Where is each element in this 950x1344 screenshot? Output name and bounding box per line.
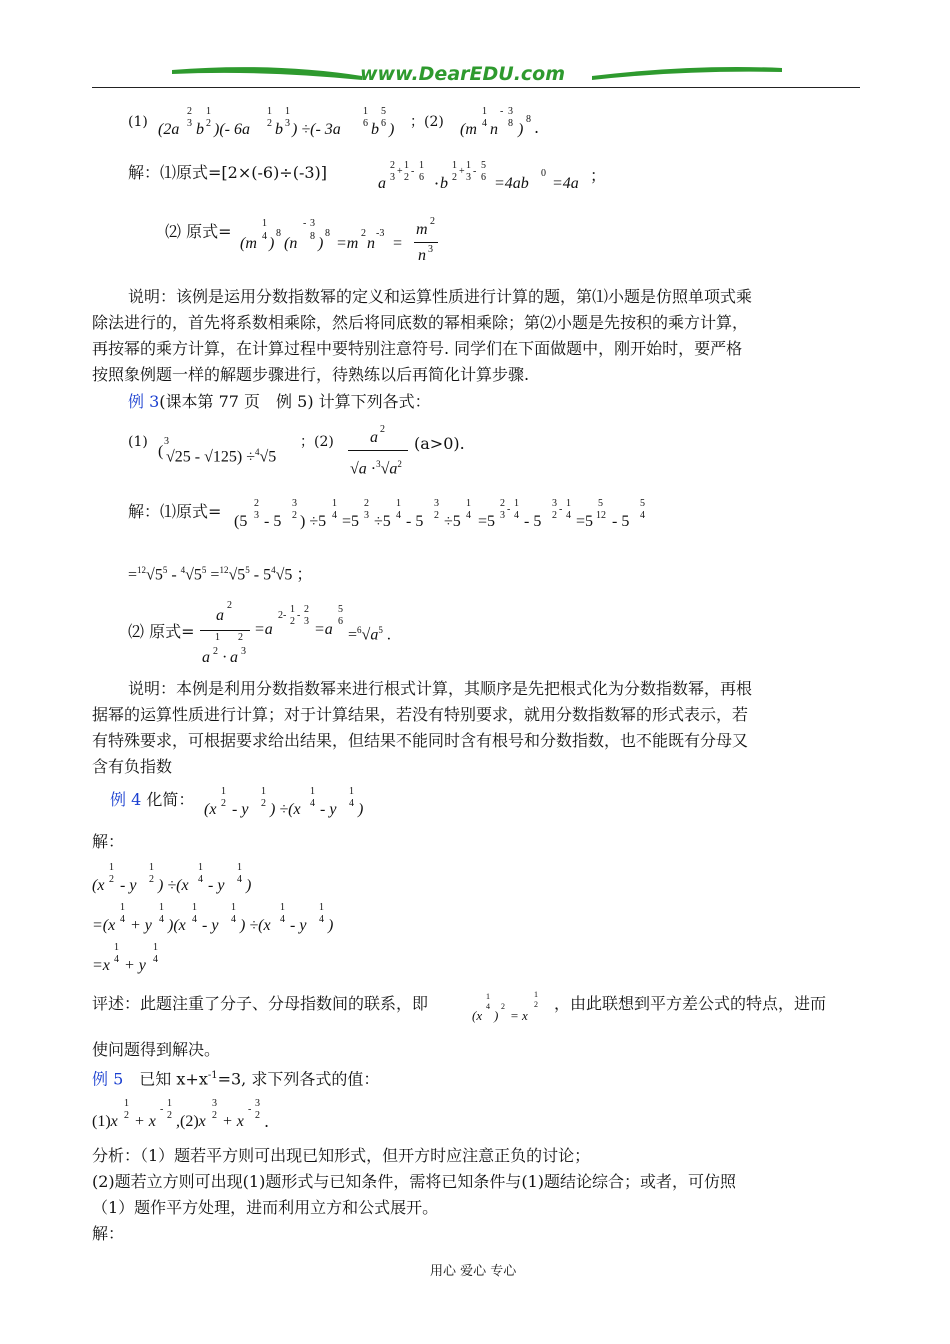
ex5-title: 已知 x+x: [139, 1069, 208, 1089]
ex5-title-end: =3, 求下列各式的值：: [217, 1069, 380, 1089]
ex5-solve-label: 解：: [92, 1224, 125, 1243]
ex3-title: (课本第 77 页 例 5) 计算下列各式：: [159, 392, 431, 411]
ex3-solve2-expr: a 2 1 2 a 2 · a 3 =a 2- 1 2 - 2 3 =a 5 6 $=^6√a^5$ .: [202, 600, 391, 666]
ex4-expr: (x 1 2 - y 1 2 ) ÷(x 1 4 - y 1 4 ): [204, 786, 364, 818]
ex5-label: 例 5: [92, 1069, 124, 1089]
ex3-condition: (a>0).: [414, 434, 465, 453]
ex3-heading: [128, 392, 431, 412]
ex3-solve1-label: 解：⑴原式=: [128, 502, 222, 521]
ex3-expr2: a 2 $√a \cdot^3√a^2$: [344, 424, 414, 476]
note-1-continuation: 除法进行的，首先将系数相乘除，然后将同底数的幂相乘除；第⑵小题是先按积的乘方计算， 再按幂的乘方计算，在计算过程中要特别注意符号. 同学们在下面做题中，刚开始时，要严格 按照象例题一样的解题步骤进行，待熟练以后再简化计算步骤.: [92, 313, 749, 384]
ex3-solve1-line2: $=^{12}√5^5 - ^4√5^5 =^{12}√5^5 - 5^4√5$ ；: [128, 565, 313, 584]
ex3-part2-label: ；(2): [300, 434, 334, 450]
note-2-continuation: 据幂的运算性质进行计算；对于计算结果，若没有特别要求，就用分数指数幂的形式表示，若 有特殊要求，可根据要求给出结果，但结果不能同时含有根号和分数指数，也不能既有分母又 含有负指数: [92, 705, 749, 776]
ex3-label: 例 3: [128, 392, 160, 411]
ex4-step2: =(x 1 4 + y 1 4 )(x 1 4 - y 1 4 ) ÷(x 1 4 - y 1 4 ): [92, 902, 334, 934]
ex3-solve1-expr: (5 2 3 - 5 3 2 ) ÷5 1 4 =5 2 3 ÷5 1 4 - 5 3 2 ÷5 1 4 =5 2 3 - 1 4 - 5 3 2 - 1 4 =5 5 12 - 5 5 4: [234, 498, 645, 530]
ex2-solve2-expr: (m 1 4 ) 8 (n - 3 8 ) 8 =m 2 n -3 = m 2 n 3: [240, 214, 460, 274]
ex4-heading: [110, 790, 194, 810]
ex5-analysis-3: （1）题作平方处理，进而利用立方和公式展开。: [92, 1198, 439, 1217]
ex3-part1-label: (1): [128, 434, 148, 450]
ex4-step1: (x 1 2 - y 1 2 ) ÷(x 1 4 - y 1 4 ): [92, 862, 252, 894]
ex5-expr: (1)x 1 2 + x - 1 2 ,(2)x 3 2 + x - 3 2 .: [92, 1098, 270, 1131]
ex5-heading: [92, 1066, 379, 1089]
ex2-part1-label: (1): [128, 114, 148, 130]
ex3-expr1: ( 3 √25 - √125) ÷$^4$√5: [158, 436, 277, 466]
comment-inline-expr: (x 1 4 ) 2 = x 1 2: [472, 990, 538, 1023]
comment-line1-a: 评述：此题注重了分子、分母指数间的联系，即: [92, 994, 429, 1013]
comment-line1-b: ，由此联想到平方差公式的特点，进而: [554, 994, 827, 1013]
note-1: 说明：该例是运用分数指数幂的定义和运算性质进行计算的题，第⑴小题是仿照单项式乘: [128, 287, 753, 306]
header-rule: [92, 87, 860, 88]
ex2-expr1: (2a 2 3 b 1 2 )(- 6a 1 2 b 1 3 ) ÷(- 3a 1 6 b 5 6 ): [158, 106, 395, 138]
ex2-part2-label: ；(2): [410, 114, 444, 130]
ex2-solve1-expr: a 2 3 + 1 2 - 1 6 · b 1 2 + 1 3 - 5 6 =4ab 0 =4a ；: [378, 160, 607, 193]
ex2-expr2: (m 1 4 n - 3 8 ) 8 .: [460, 106, 540, 138]
ex5-analysis-1: 分析：（1）题若平方则可出现已知形式，但开方时应注意正负的讨论；: [92, 1146, 591, 1165]
ex4-label: 例 4: [110, 790, 142, 809]
ex4-step3: =x 1 4 + y 1 4: [92, 942, 158, 974]
comment-line2: 使问题得到解决。: [92, 1040, 221, 1059]
note-2: 说明：本例是利用分数指数幂来进行根式计算，其顺序是先把根式化为分数指数幂，再根: [128, 679, 753, 698]
ex2-solve1-label: 解：⑴原式=[2×(-6)÷(-3)]: [128, 163, 328, 182]
footer-text: 用心 爱心 专心: [430, 1264, 517, 1279]
ex3-solve2-label: ⑵ 原式=: [128, 622, 195, 641]
ex5-analysis-2: (2)题若立方则可出现(1)题形式与已知条件，需将已知条件与(1)题结论综合；或者，可仿照: [92, 1172, 736, 1191]
header-banner: [92, 60, 860, 90]
ex4-solve-label: 解：: [92, 832, 125, 851]
ex2-solve2-label: ⑵ 原式=: [165, 222, 232, 241]
site-logo-text: www.DearEDU.com: [360, 63, 566, 85]
ex5-title-sup: -1: [207, 1070, 218, 1081]
ex4-title: 化简：: [146, 790, 195, 809]
